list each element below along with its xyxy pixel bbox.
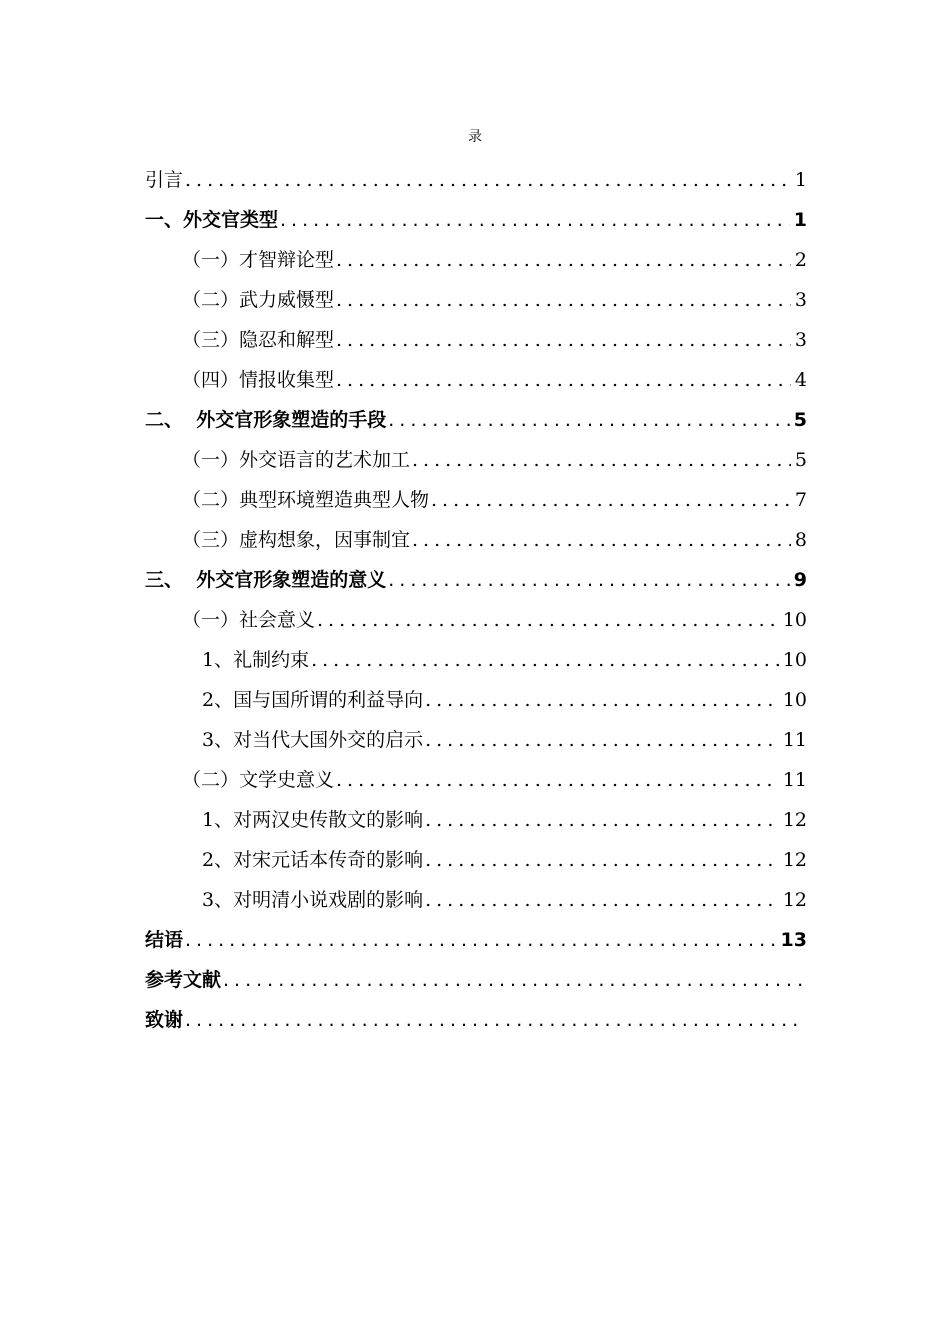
toc-entry-label: 3、对当代大国外交的启示	[202, 729, 424, 751]
toc-entry-page: 5	[793, 409, 807, 431]
toc-entry-page: 3	[794, 329, 807, 351]
toc-entry-subsection-3-2-3[interactable]	[145, 880, 807, 920]
toc-entry-label: （一）社会意义	[182, 609, 316, 631]
toc-entry-introduction[interactable]	[145, 160, 807, 200]
toc-entry-subsection-3-1-2[interactable]	[145, 680, 807, 720]
dot-leader	[185, 1000, 803, 1040]
toc-entry-conclusion[interactable]	[145, 920, 807, 960]
toc-entry-section-1-4[interactable]	[145, 360, 807, 400]
dot-leader	[336, 320, 791, 360]
dot-leader	[185, 920, 777, 960]
toc-entry-subsection-3-1-1[interactable]	[145, 640, 807, 680]
dot-leader	[280, 200, 790, 240]
toc-entry-label: （二）武力威慑型	[182, 289, 335, 311]
toc-entry-chapter-1[interactable]	[145, 200, 807, 240]
toc-entry-section-2-3[interactable]	[145, 520, 807, 560]
toc-entry-section-1-3[interactable]	[145, 320, 807, 360]
toc-entry-page: 11	[782, 769, 807, 791]
dot-leader	[336, 760, 779, 800]
toc-entry-section-3-2[interactable]	[145, 760, 807, 800]
toc-entry-label: 一、外交官类型	[145, 209, 279, 231]
dot-leader	[311, 640, 779, 680]
toc-entry-page: 7	[794, 489, 807, 511]
toc-entry-label: （三）虚构想象，因事制宜	[182, 529, 411, 551]
toc-entry-label: 2、对宋元话本传奇的影响	[202, 849, 424, 871]
dot-leader	[336, 240, 791, 280]
toc-entry-label: 致谢	[145, 1009, 184, 1031]
toc-entry-references[interactable]	[145, 960, 807, 1000]
toc-entry-page: 1	[793, 209, 807, 231]
toc-entry-page: 10	[782, 609, 807, 631]
toc-entry-acknowledgements[interactable]	[145, 1000, 807, 1040]
toc-entry-label: （四）情报收集型	[182, 369, 335, 391]
toc-entry-page: 2	[794, 249, 807, 271]
dot-leader	[412, 520, 791, 560]
toc-entry-label: 结语	[145, 929, 184, 951]
dot-leader	[425, 840, 779, 880]
toc-entry-label: （二）典型环境塑造典型人物	[182, 489, 430, 511]
toc-entry-label: 1、礼制约束	[202, 649, 310, 671]
toc-entry-page: 8	[794, 529, 807, 551]
dot-leader	[223, 960, 803, 1000]
toc-entry-section-2-1[interactable]	[145, 440, 807, 480]
toc-entry-page: 9	[793, 569, 807, 591]
toc-entry-label: 2、国与国所谓的利益导向	[202, 689, 424, 711]
toc-entry-label: 1、对两汉史传散文的影响	[202, 809, 424, 831]
toc-entry-page: 10	[782, 649, 807, 671]
dot-leader	[431, 480, 791, 520]
toc-entry-label: （三）隐忍和解型	[182, 329, 335, 351]
toc-entry-page: 3	[794, 289, 807, 311]
dot-leader	[388, 560, 790, 600]
dot-leader	[425, 680, 779, 720]
toc-entry-page: 5	[794, 449, 807, 471]
toc-entry-section-1-1[interactable]	[145, 240, 807, 280]
toc-title: 录	[468, 129, 482, 145]
toc-entry-page: 4	[794, 369, 807, 391]
dot-leader	[425, 720, 779, 760]
toc-entry-section-3-1[interactable]	[145, 600, 807, 640]
dot-leader	[336, 360, 791, 400]
toc-entry-section-1-2[interactable]	[145, 280, 807, 320]
toc-entry-label: （一）才智辩论型	[182, 249, 335, 271]
toc-entry-subsection-3-2-2[interactable]	[145, 840, 807, 880]
toc-entry-chapter-3[interactable]	[145, 560, 807, 600]
toc-entry-label: 二、 外交官形象塑造的手段	[145, 409, 387, 431]
toc-entry-page: 11	[782, 729, 807, 751]
toc-entry-subsection-3-1-3[interactable]	[145, 720, 807, 760]
toc-entry-section-2-2[interactable]	[145, 480, 807, 520]
toc-entry-page: 12	[782, 889, 807, 911]
toc-entry-chapter-2[interactable]	[145, 400, 807, 440]
toc-entry-label: 参考文献	[145, 969, 222, 991]
dot-leader	[388, 400, 790, 440]
toc-entry-page: 12	[782, 809, 807, 831]
dot-leader	[185, 160, 791, 200]
dot-leader	[425, 880, 779, 920]
toc-entry-subsection-3-2-1[interactable]	[145, 800, 807, 840]
table-of-contents	[145, 160, 807, 1040]
toc-entry-label: 3、对明清小说戏剧的影响	[202, 889, 424, 911]
toc-entry-page: 12	[782, 849, 807, 871]
toc-entry-page: 10	[782, 689, 807, 711]
toc-entry-page: 13	[780, 929, 807, 951]
toc-entry-label: 引言	[145, 169, 184, 191]
toc-entry-label: （一）外交语言的艺术加工	[182, 449, 411, 471]
toc-entry-page: 1	[794, 169, 807, 191]
toc-entry-label: （二）文学史意义	[182, 769, 335, 791]
dot-leader	[317, 600, 779, 640]
dot-leader	[425, 800, 779, 840]
dot-leader	[412, 440, 791, 480]
dot-leader	[336, 280, 791, 320]
toc-entry-label: 三、 外交官形象塑造的意义	[145, 569, 387, 591]
